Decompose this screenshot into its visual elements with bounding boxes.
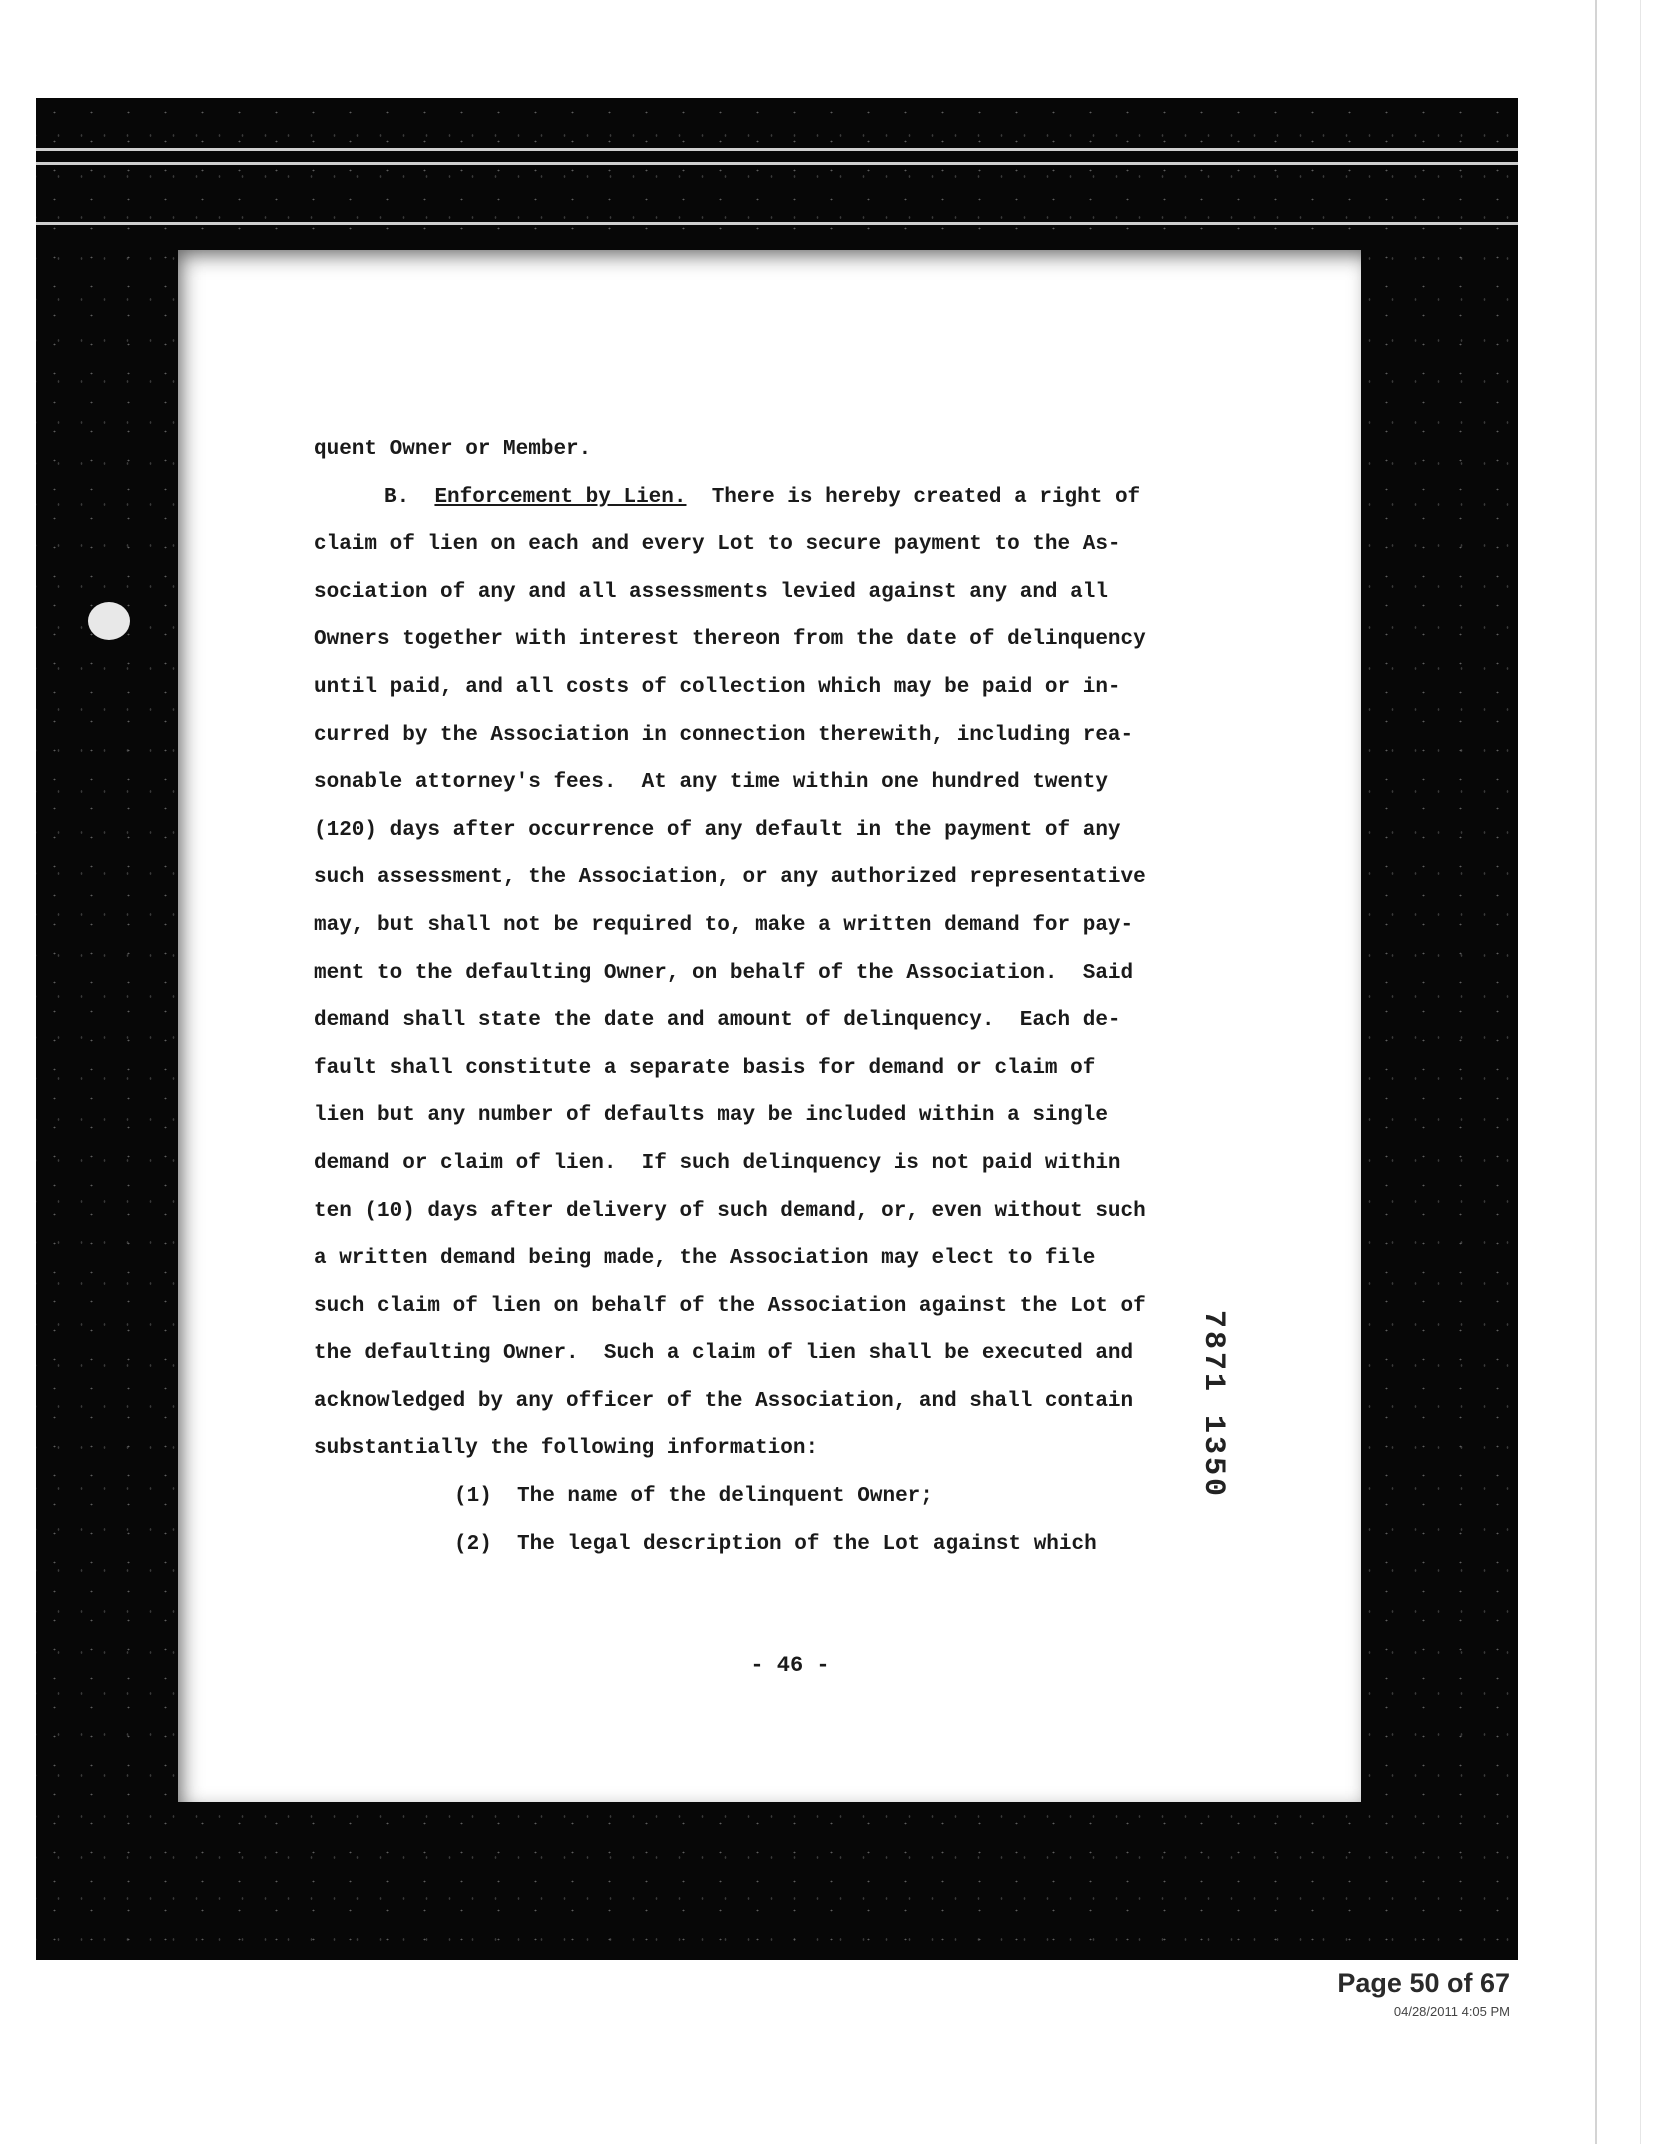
footer-page-label: Page 50 of 67 <box>1337 1968 1510 1998</box>
document-line: quent Owner or Member. <box>314 438 592 461</box>
scan-artifact <box>88 602 130 640</box>
document-line: ten (10) days after delivery of such demand, or, even without such <box>314 1199 1146 1223</box>
scan-band-3 <box>36 222 1518 225</box>
document-line: the defaulting Owner. Such a claim of lien shall be executed and <box>314 1342 1134 1366</box>
recording-stamp: 7871 1350 <box>1196 1310 1230 1500</box>
scan-edge-line <box>1595 0 1597 2144</box>
document-line: ment to the defaulting Owner, on behalf of the Association. Said <box>314 961 1134 985</box>
document-line: may, but shall not be required to, make a written demand for pay- <box>314 913 1134 937</box>
document-line: (120) days after occurrence of any default in the payment of any <box>314 818 1121 842</box>
document-line: curred by the Association in connection therewith, including rea- <box>314 723 1134 747</box>
document-line: sonable attorney's fees. At any time within one hundred twenty <box>314 771 1108 795</box>
footer-timestamp: 04/28/2011 4:05 PM <box>1393 2004 1510 2019</box>
document-page-number: - 46 - <box>750 1653 830 1678</box>
section-text: There is hereby created a right of <box>686 485 1141 509</box>
section-label: B. <box>384 485 410 509</box>
document-line: a written demand being made, the Association may elect to file <box>314 1247 1096 1271</box>
document-line: lien but any number of defaults may be included within a single <box>314 1104 1108 1128</box>
document-line: (1) The name of the delinquent Owner; <box>454 1485 933 1509</box>
scan-band-1 <box>36 148 1518 151</box>
document-line <box>314 474 1274 522</box>
scan-edge-line-secondary <box>1640 0 1641 2144</box>
document-line: sociation of any and all assessments levied against any and all <box>314 580 1108 604</box>
document-line: demand shall state the date and amount of delinquency. Each de- <box>314 1009 1121 1033</box>
scan-band-2 <box>36 162 1518 165</box>
document-line: substantially the following information: <box>314 1437 819 1461</box>
document-line: (2) The legal description of the Lot against which <box>454 1532 1097 1556</box>
document-line: claim of lien on each and every Lot to secure payment to the As- <box>314 533 1121 557</box>
document-line: demand or claim of lien. If such delinquency is not paid within <box>314 1151 1121 1175</box>
document-line: such assessment, the Association, or any authorized representative <box>314 866 1146 890</box>
document-line: acknowledged by any officer of the Association, and shall contain <box>314 1389 1134 1413</box>
document-line: such claim of lien on behalf of the Association against the Lot of <box>314 1294 1146 1318</box>
section-heading: Enforcement by Lien. <box>434 485 687 509</box>
document-line: Owners together with interest thereon from the date of delinquency <box>314 628 1146 652</box>
document-line: fault shall constitute a separate basis for demand or claim of <box>314 1056 1096 1080</box>
document-line: until paid, and all costs of collection which may be paid or in- <box>314 675 1121 699</box>
document-body <box>314 426 1274 1568</box>
